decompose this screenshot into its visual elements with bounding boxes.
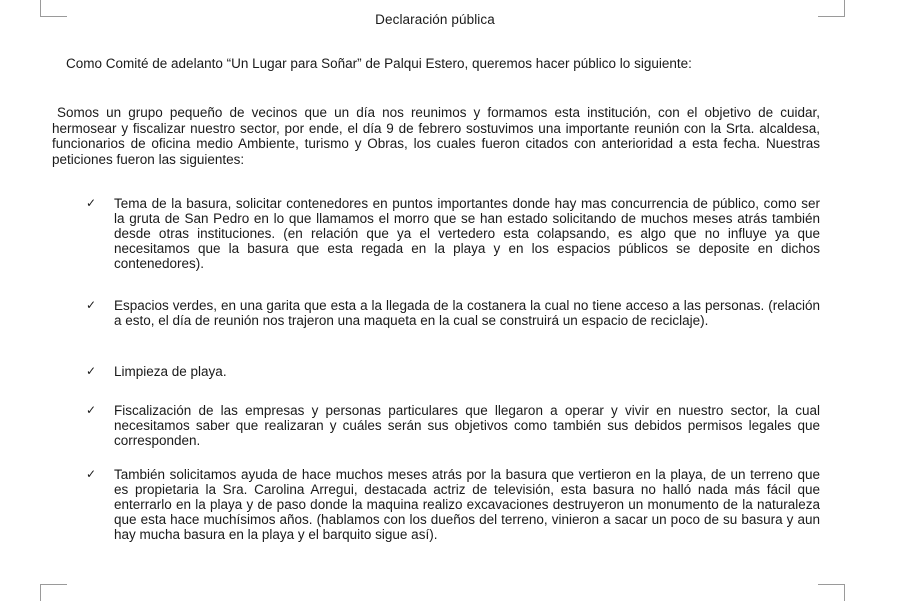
list-item-text: Fiscalización de las empresas y personas particulares que llegaron a operar y vivir en nuestro sector, la cual necesitamos saber que realizaran y cuáles serán sus objetivos como también sus debidos permisos legales que corresponden. [114, 403, 820, 448]
check-mark-icon: ✓ [86, 467, 97, 481]
check-mark-icon: ✓ [86, 298, 97, 312]
intro-paragraph: Como Comité de adelanto “Un Lugar para Soñar” de Palqui Estero, queremos hacer público lo siguiente: [66, 56, 692, 71]
check-mark-icon: ✓ [86, 403, 97, 417]
list-item-text: Limpieza de playa. [114, 364, 227, 379]
check-mark-icon: ✓ [86, 364, 97, 378]
body-paragraph: Somos un grupo pequeño de vecinos que un día nos reunimos y formamos esta institución, con el objetivo de cuidar, hermosear y fiscalizar nuestro sector, por ende, el día 9 de febrero sostuvimos una importante reunión con la Srta. alcaldesa, funcionarios de oficina medio Ambiente, turismo y Obras, los cuales fueron citados con anterioridad a esta fecha. Nuestras peticiones fueron las siguientes: [52, 105, 820, 167]
crop-mark-bottom-right [818, 584, 845, 601]
list-item-text: Espacios verdes, en una garita que esta a la llegada de la costanera la cual no tiene acceso a las personas. (relación a esto, el día de reunión nos trajeron una maqueta en la cual se construirá un espacio de reciclaje). [114, 298, 820, 328]
list-item-text: También solicitamos ayuda de hace muchos meses atrás por la basura que vertieron en la playa, de un terreno que es propietaria la Sra. Carolina Arregui, destacada actriz de televisión, esta basura no halló nada más fácil que enterrarlo en la playa y de paso donde la maquina realizo excavaciones destruyeron un monumento de la naturaleza que esta hace muchísimos años. (hablamos con los dueños del terreno, vinieron a sacar un poco de su basura y aun hay mucha basura en la playa y el barquito sigue así). [114, 467, 820, 542]
list-item-text: Tema de la basura, solicitar contenedores en puntos importantes donde hay mas concurrencia de público, como ser la gruta de San Pedro en lo que llamamos el morro que se han estado solicitando de muchos meses atrás también desde otras instituciones. (en relación que ya el vertedero esta colapsando, es algo que no influye ya que necesitamos que la basura que esta regada en la playa y en los espacios públicos se deposite en dichos contenedores). [114, 196, 820, 271]
crop-mark-bottom-left [40, 584, 67, 601]
document-title: Declaración pública [375, 12, 495, 27]
check-mark-icon: ✓ [86, 196, 97, 210]
